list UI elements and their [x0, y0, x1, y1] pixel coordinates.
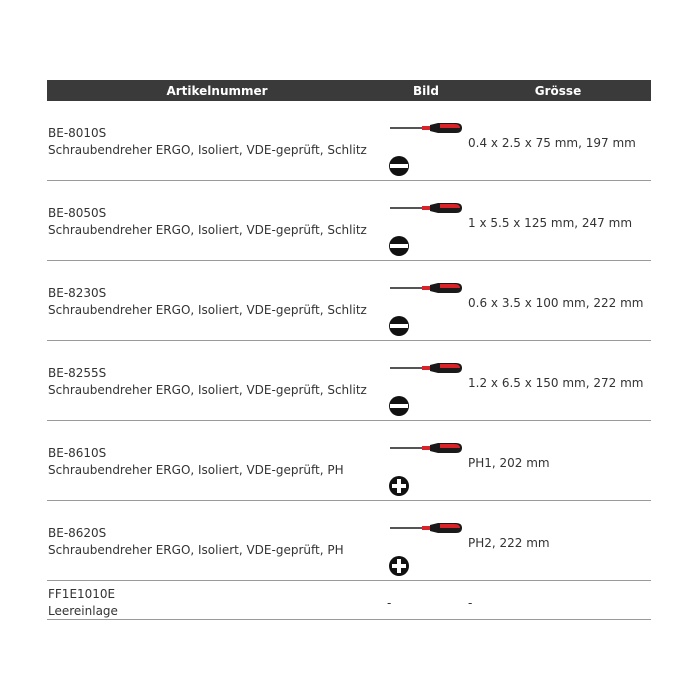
table-row	[47, 181, 651, 261]
slotted-tip-icon	[388, 235, 410, 257]
article-cell	[48, 125, 367, 159]
size-cell: -	[468, 596, 473, 610]
size-cell: 1.2 x 6.5 x 150 mm, 272 mm	[468, 376, 644, 390]
screwdriver-image	[388, 121, 466, 135]
article-description: Schraubendreher ERGO, Isoliert, VDE-geprüft, PH	[48, 543, 344, 557]
article-cell	[48, 365, 367, 399]
phillips-tip-icon	[388, 555, 410, 577]
header-image: Bild	[413, 83, 439, 98]
article-code: FF1E1010E	[48, 587, 116, 601]
article-description: Schraubendreher ERGO, Isoliert, VDE-geprüft, Schlitz	[48, 383, 367, 397]
image-placeholder: -	[387, 596, 392, 610]
phillips-tip-icon	[388, 475, 410, 497]
slotted-tip-icon	[388, 155, 410, 177]
screwdriver-image	[388, 201, 466, 215]
size-cell: PH1, 202 mm	[468, 456, 550, 470]
article-description: Leereinlage	[48, 604, 118, 618]
header-size: Grösse	[534, 83, 582, 98]
article-cell	[48, 586, 118, 620]
screwdriver-image	[388, 361, 466, 375]
article-cell	[48, 205, 367, 239]
size-cell: 1 x 5.5 x 125 mm, 247 mm	[468, 216, 633, 230]
screwdriver-image	[388, 521, 466, 535]
table-row	[47, 261, 651, 341]
size-cell: PH2, 222 mm	[468, 536, 550, 550]
article-description: Schraubendreher ERGO, Isoliert, VDE-geprüft, Schlitz	[48, 303, 367, 317]
screwdriver-image	[388, 441, 466, 455]
table-row	[47, 501, 651, 581]
slotted-tip-icon	[388, 395, 410, 417]
article-description: Schraubendreher ERGO, Isoliert, VDE-geprüft, PH	[48, 463, 344, 477]
size-cell: 0.6 x 3.5 x 100 mm, 222 mm	[468, 296, 644, 310]
table-row	[47, 101, 651, 181]
article-code: BE-8610S	[48, 446, 107, 460]
product-table	[47, 80, 651, 620]
table-header	[47, 80, 651, 101]
article-code: BE-8255S	[48, 366, 107, 380]
article-code: BE-8620S	[48, 526, 107, 540]
article-description: Schraubendreher ERGO, Isoliert, VDE-geprüft, Schlitz	[48, 223, 367, 237]
table-row	[47, 341, 651, 421]
article-cell	[48, 525, 344, 559]
article-description: Schraubendreher ERGO, Isoliert, VDE-geprüft, Schlitz	[48, 143, 367, 157]
article-code: BE-8010S	[48, 126, 107, 140]
screwdriver-image	[388, 281, 466, 295]
table-row	[47, 581, 651, 620]
article-code: BE-8050S	[48, 206, 107, 220]
size-cell: 0.4 x 2.5 x 75 mm, 197 mm	[468, 136, 636, 150]
article-cell	[48, 285, 367, 319]
article-code: BE-8230S	[48, 286, 107, 300]
slotted-tip-icon	[388, 315, 410, 337]
table-row	[47, 421, 651, 501]
article-cell	[48, 445, 344, 479]
header-article-number: Artikelnummer	[166, 83, 268, 98]
